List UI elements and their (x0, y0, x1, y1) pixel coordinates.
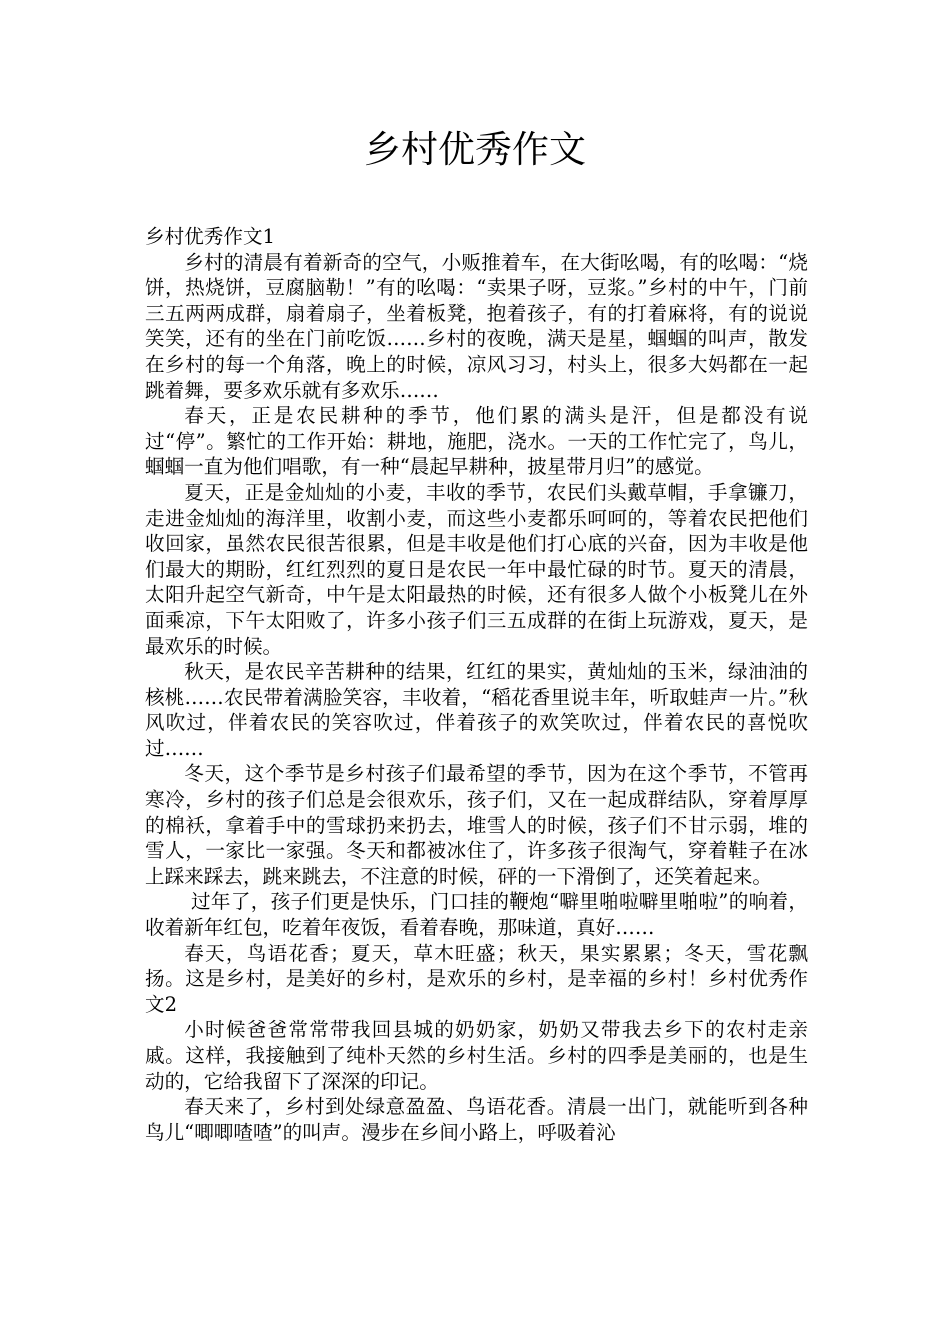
paragraph-4: 秋天，是农民辛苦耕种的结果，红红的果实，黄灿灿的玉米，绿油油的核桃……农民带着满脸笑容，丰收着，“稻花香里说丰年，听取蛙声一片。”秋风吹过，伴着农民的笑容吹过，伴着孩子的欢笑吹过，伴着农民的喜悦吹过…… (145, 660, 808, 760)
document-body (145, 224, 808, 1145)
paragraph-5: 冬天，这个季节是乡村孩子们最希望的季节，因为在这个季节，不管再寒冷，乡村的孩子们总是会很欢乐，孩子们，又在一起成群结队，穿着厚厚的棉袄，拿着手中的雪球扔来扔去，堆雪人的时候，孩子们不甘示弱，堆的雪人，一家比一家强。冬天和都被冰住了，许多孩子很淘气，穿着鞋子在冰上踩来踩去，跳来跳去，不注意的时候，砰的一下滑倒了，还笑着起来。 (145, 762, 808, 888)
paragraph-3: 夏天，正是金灿灿的小麦，丰收的季节，农民们头戴草帽，手拿镰刀，走进金灿灿的海洋里，收割小麦，而这些小麦都乐呵呵的，等着农民把他们收回家，虽然农民很苦很累，但是丰收是他们打心底的兴奋，因为丰收是他们最大的期盼，红红烈烈的夏日是农民一年中最忙碌的时节。夏天的清晨，太阳升起空气新奇，中午是太阳最热的时候，还有很多人做个小板凳儿在外面乘凉，下午太阳败了，许多小孩子们三五成群的在街上玩游戏，夏天，是最欢乐的时候。 (145, 480, 808, 658)
document-title: 乡村优秀作文 (364, 128, 586, 171)
paragraph-8: 小时候爸爸常常带我回县城的奶奶家，奶奶又带我去乡下的农村走亲戚。这样，我接触到了纯朴天然的乡村生活。乡村的四季是美丽的，也是生动的，它给我留下了深深的印记。 (145, 1018, 808, 1093)
paragraph-9: 春天来了，乡村到处绿意盈盈、鸟语花香。清晨一出门，就能听到各种鸟儿“唧唧喳喳”的叫声。漫步在乡间小路上，呼吸着沁 (145, 1095, 808, 1144)
section-heading-1: 乡村优秀作文1 (145, 225, 276, 248)
paragraph-7: 春天，鸟语花香；夏天，草木旺盛；秋天，果实累累；冬天，雪花飘扬。这是乡村，是美好的乡村，是欢乐的乡村，是幸福的乡村！乡村优秀作文2 (145, 941, 808, 1016)
paragraph-1: 乡村的清晨有着新奇的空气，小贩推着车，在大街吆喝，有的吆喝：“烧饼，热烧饼，豆腐脑勒！”有的吆喝：“卖果子呀，豆浆。”乡村的中午，门前三五两两成群，扇着扇子，坐着板凳，抱着孩子，有的打着麻将，有的说说笑笑，还有的坐在门前吃饭……乡村的夜晚，满天是星，蝈蝈的叫声，散发在乡村的每一个角落，晚上的时候，凉风习习，村头上，很多大妈都在一起跳着舞，要多欢乐就有多欢乐…… (145, 250, 808, 402)
paragraph-2: 春天，正是农民耕种的季节，他们累的满头是汗，但是都没有说过“停”。繁忙的工作开始：耕地，施肥，浇水。一天的工作忙完了，鸟儿，蝈蝈一直为他们唱歌，有一种“晨起早耕种，披星带月归”的感觉。 (145, 404, 808, 479)
paragraph-6: 过年了，孩子们更是快乐，门口挂的鞭炮“噼里啪啦噼里啪啦”的响着，收着新年红包，吃着年夜饭，看着春晚，那味道，真好…… (145, 890, 808, 940)
